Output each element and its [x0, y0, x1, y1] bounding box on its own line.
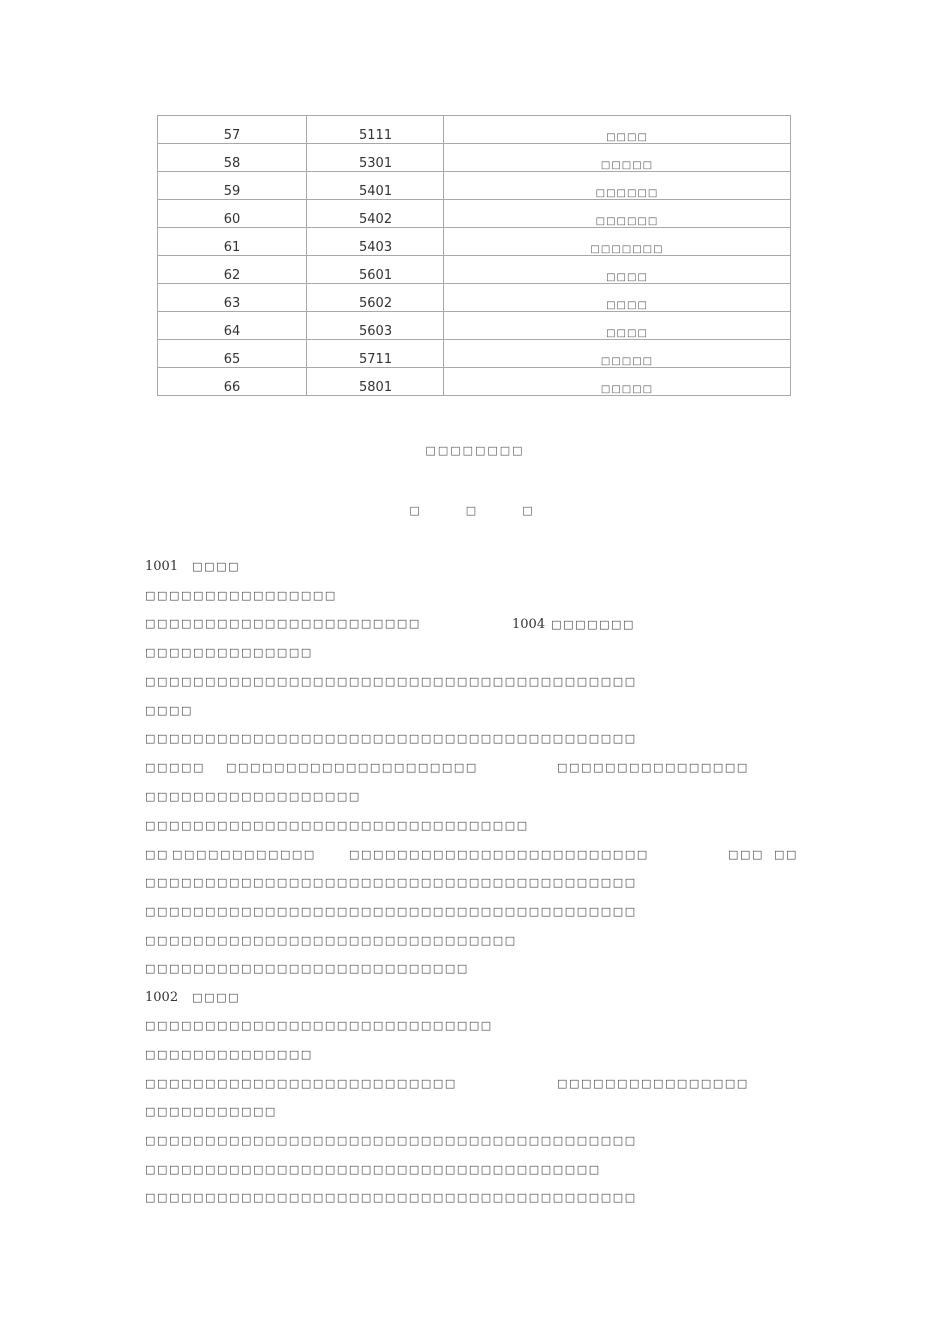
text-line: □□□□□□□□□□□□□□□□□□□□□□□□□□□ [145, 962, 469, 975]
row-number-cell: 59 [158, 172, 307, 200]
account-table [157, 115, 791, 396]
text-line: □□□□□□□□□□□□□□□□□□□□□□□□□□□□□□□□□□□□□□ [145, 1163, 601, 1176]
row-number-cell: 66 [158, 368, 307, 396]
text-line: □□□ [728, 848, 764, 861]
account-name-cell: □□□□ [444, 116, 791, 144]
text-line: □□□□ [145, 704, 193, 717]
text-line: □□□□□□□□□□□□□□□□ [557, 761, 749, 774]
table-row [158, 284, 791, 312]
account-name-cell: □□□□ [444, 284, 791, 312]
text-line: □□□□□□□□□□□□□□□□□□□□□□□□□□□□□□□ [145, 934, 517, 947]
account-name-cell: □□□□□ [444, 340, 791, 368]
text-line: □□□□□□□□□□□□□□□□ [145, 589, 337, 602]
text-line: □□□□□□□□□□□□□□□□ [557, 1077, 749, 1090]
table-row [158, 200, 791, 228]
account-name-cell: □□□□□□ [444, 200, 791, 228]
text-line-with-number [512, 617, 635, 632]
section-number: 1002 [145, 990, 179, 1005]
section-number: 1001 [145, 559, 179, 574]
text-line: □□□□□□□□□□□□□□□□□□□□□□□□□□□□□□□□ [145, 819, 529, 832]
text-line: □□□□□□□□□□□□□□□□□□ [145, 790, 361, 803]
text-line: □□□□□ [145, 761, 205, 774]
text-fragment: □□□□□□□ [551, 618, 636, 631]
account-name-cell: □□□□ [444, 312, 791, 340]
table-row [158, 144, 791, 172]
section-title: □□□□ [192, 991, 241, 1004]
account-code-cell: 5111 [307, 116, 444, 144]
text-line: □□□□□□□□□□□ [145, 1105, 277, 1118]
section-1001-header [145, 559, 240, 574]
text-line: □□□□□□□□□□□□□□□□□□□□□□□□□□□□□□□□□□□□□□□□□ [145, 905, 637, 918]
account-name-cell: □□□□□□ [444, 172, 791, 200]
text-line: □□□□□□□□□□□□□□□□□□□□□□□□□□□□□ [145, 1019, 493, 1032]
row-number-cell: 60 [158, 200, 307, 228]
account-name-cell: □□□□ [444, 256, 791, 284]
text-line: □□□□□□□□□□□□□□□□□□□□□□□□□□□□□□□□□□□□□□□□□ [145, 1134, 637, 1147]
account-code-cell: 5603 [307, 312, 444, 340]
row-number-cell: 63 [158, 284, 307, 312]
account-name-cell: □□□□□ [444, 144, 791, 172]
text-line: □□ [145, 848, 169, 861]
text-line: □□□□□□□□□□□□□□□□□□□□□□□□□□ [145, 1077, 457, 1090]
text-line: □□ [774, 848, 798, 861]
table-row [158, 172, 791, 200]
text-line: □□□□□□□□□□□□□□ [145, 1048, 313, 1061]
text-line: □□□□□□□□□□□□□□□□□□□□□□□□□□□□□□□□□□□□□□□□□ [145, 1191, 637, 1204]
text-line: □□□□□□□□□□□□□□ [145, 646, 313, 659]
account-name-cell: □□□□□ [444, 368, 791, 396]
account-name-cell: □□□□□□□ [444, 228, 791, 256]
account-code-cell: 5403 [307, 228, 444, 256]
row-number-cell: 64 [158, 312, 307, 340]
text-line: □□□□□□□□□□□□□□□□□□□□□□□ [145, 617, 421, 630]
account-code-cell: 5402 [307, 200, 444, 228]
section-number: 1004 [512, 617, 546, 632]
table-row [158, 228, 791, 256]
text-line: □□□□□□□□□□□□□□□□□□□□□□□□□ [349, 848, 649, 861]
table-row [158, 116, 791, 144]
table-row [158, 256, 791, 284]
table-row [158, 340, 791, 368]
account-code-cell: 5711 [307, 340, 444, 368]
text-line: □□□□□□□□□□□□□□□□□□□□□□□□□□□□□□□□□□□□□□□□□ [145, 675, 637, 688]
table-body [158, 116, 791, 396]
account-code-cell: 5301 [307, 144, 444, 172]
row-number-cell: 61 [158, 228, 307, 256]
row-number-cell: 65 [158, 340, 307, 368]
section-1002-header [145, 990, 240, 1005]
section-title: □□□□ [192, 560, 241, 573]
document-title: □□□□□□□□ [425, 444, 525, 457]
table-row [158, 312, 791, 340]
document-subtitle: □ □ □ [409, 504, 541, 517]
text-line: □□□□□□□□□□□□□□□□□□□□□□□□□□□□□□□□□□□□□□□□□ [145, 876, 637, 889]
text-line: □□□□□□□□□□□□□□□□□□□□□□□□□□□□□□□□□□□□□□□□□ [145, 732, 637, 745]
account-code-cell: 5801 [307, 368, 444, 396]
text-line: □□□□□□□□□□□□□□□□□□□□□ [226, 761, 478, 774]
row-number-cell: 62 [158, 256, 307, 284]
account-code-cell: 5601 [307, 256, 444, 284]
text-line: □□□□□□□□□□□□ [172, 848, 316, 861]
row-number-cell: 57 [158, 116, 307, 144]
row-number-cell: 58 [158, 144, 307, 172]
table-row [158, 368, 791, 396]
account-code-cell: 5602 [307, 284, 444, 312]
account-code-cell: 5401 [307, 172, 444, 200]
